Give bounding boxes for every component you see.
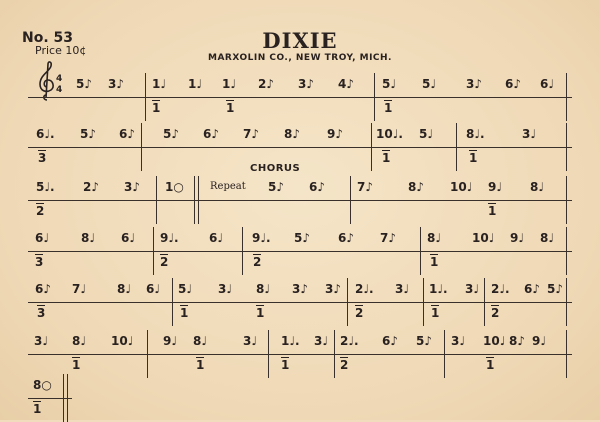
music-row xyxy=(0,398,600,402)
note-token: 9♩. xyxy=(160,231,179,245)
bass-number: 1 xyxy=(180,306,189,320)
note-token: 8♩ xyxy=(530,180,545,194)
note-token: 5♪ xyxy=(416,334,433,348)
bar-line xyxy=(566,123,567,171)
bar-line xyxy=(153,227,154,275)
note-token: 6♪ xyxy=(309,180,326,194)
bar-line xyxy=(566,330,567,378)
bar-line xyxy=(147,330,148,378)
bass-number: 1 xyxy=(226,101,235,115)
bar-line xyxy=(67,374,68,422)
note-token: 5♪ xyxy=(294,231,311,245)
note-token: 5♪ xyxy=(163,127,180,141)
bass-number: 3 xyxy=(35,255,44,269)
note-token: 3♪ xyxy=(298,77,315,91)
bass-number: 1 xyxy=(72,358,81,372)
note-token: 1♩ xyxy=(222,77,237,91)
bass-number: 1 xyxy=(281,358,290,372)
note-token: 8♩ xyxy=(72,334,87,348)
song-title: DIXIE xyxy=(262,28,338,53)
note-token: 5♪ xyxy=(80,127,97,141)
note-token: 6♩ xyxy=(209,231,224,245)
note-token: 1♩. xyxy=(281,334,300,348)
bar-line xyxy=(484,278,485,326)
bar-line xyxy=(242,227,243,275)
staff-line xyxy=(28,354,572,355)
note-token: 8♪ xyxy=(284,127,301,141)
note-token: 8♪ xyxy=(509,334,526,348)
note-token: 3♪ xyxy=(124,180,141,194)
bar-line xyxy=(374,73,375,121)
note-token: 2♪ xyxy=(83,180,100,194)
note-token: 3♪ xyxy=(466,77,483,91)
bass-number: 1 xyxy=(469,151,478,165)
bar-line xyxy=(156,176,157,224)
note-token: 6♩. xyxy=(36,127,55,141)
bass-number: 2 xyxy=(253,255,262,269)
bar-line xyxy=(456,123,457,171)
note-token: 9♩. xyxy=(252,231,271,245)
note-token: 7♩ xyxy=(72,282,87,296)
bar-line xyxy=(566,176,567,224)
note-token: 1○ xyxy=(165,180,184,194)
bar-line xyxy=(334,330,335,378)
bass-number: 2 xyxy=(160,255,169,269)
bar-line xyxy=(198,176,199,224)
note-token: 9♩ xyxy=(532,334,547,348)
bass-number: 1 xyxy=(33,402,42,416)
note-token: 6♩ xyxy=(35,231,50,245)
bar-line xyxy=(347,278,348,326)
music-row xyxy=(0,147,600,151)
time-signature: 4 4 xyxy=(56,74,63,95)
bass-number: 1 xyxy=(256,306,265,320)
note-token: 6♪ xyxy=(119,127,136,141)
music-row xyxy=(0,97,600,101)
note-token: 8♩ xyxy=(427,231,442,245)
note-token: 3♩ xyxy=(465,282,480,296)
note-token: 2♩. xyxy=(491,282,510,296)
note-token: 5♪ xyxy=(268,180,285,194)
bass-number: 3 xyxy=(38,151,47,165)
music-row xyxy=(0,251,600,255)
note-token: 10♩ xyxy=(111,334,134,348)
note-token: 9♩ xyxy=(163,334,178,348)
bar-line xyxy=(420,227,421,275)
note-token: 9♩ xyxy=(510,231,525,245)
bar-line xyxy=(566,278,567,326)
repeat-label: Repeat xyxy=(210,181,246,192)
bar-line xyxy=(566,73,567,121)
note-token: 7♪ xyxy=(380,231,397,245)
bass-number: 2 xyxy=(36,204,45,218)
bass-number: 1 xyxy=(488,204,497,218)
note-token: 3♩ xyxy=(34,334,49,348)
note-token: 6♩ xyxy=(121,231,136,245)
bass-number: 1 xyxy=(152,101,161,115)
note-token: 6♪ xyxy=(35,282,52,296)
note-token: 7♪ xyxy=(243,127,260,141)
note-token: 3♩ xyxy=(243,334,258,348)
note-token: 3♪ xyxy=(108,77,125,91)
bass-number: 1 xyxy=(382,151,391,165)
note-token: 6♩ xyxy=(146,282,161,296)
bar-line xyxy=(194,176,195,224)
music-row xyxy=(0,200,600,204)
note-token: 8○ xyxy=(33,378,52,392)
note-token: 5♪ xyxy=(547,282,564,296)
bass-number: 1 xyxy=(384,101,393,115)
note-token: 10♩ xyxy=(483,334,506,348)
bass-number: 2 xyxy=(340,358,349,372)
staff-line xyxy=(28,251,572,252)
note-token: 8♩ xyxy=(540,231,555,245)
note-token: 8♪ xyxy=(408,180,425,194)
note-token: 5♩ xyxy=(422,77,437,91)
staff-line xyxy=(28,398,72,399)
note-token: 8♩ xyxy=(256,282,271,296)
note-token: 6♩ xyxy=(540,77,555,91)
note-token: 10♩. xyxy=(376,127,403,141)
note-token: 8♩ xyxy=(81,231,96,245)
bar-line xyxy=(566,227,567,275)
bar-line xyxy=(371,123,372,171)
note-token: 9♪ xyxy=(327,127,344,141)
note-token: 3♪ xyxy=(325,282,342,296)
bar-line xyxy=(268,330,269,378)
note-token: 3♩ xyxy=(395,282,410,296)
bass-number: 3 xyxy=(37,306,46,320)
price-label: Price 10¢ xyxy=(35,44,87,57)
note-token: 5♩ xyxy=(178,282,193,296)
staff-line xyxy=(28,302,572,303)
note-token: 9♩ xyxy=(488,180,503,194)
note-token: 8♩ xyxy=(193,334,208,348)
bass-number: 2 xyxy=(491,306,500,320)
note-token: 5♪ xyxy=(76,77,93,91)
bar-line xyxy=(145,73,146,121)
bass-number: 1 xyxy=(430,255,439,269)
note-token: 3♩ xyxy=(451,334,466,348)
note-token: 6♪ xyxy=(203,127,220,141)
bass-number: 2 xyxy=(355,306,364,320)
bar-line xyxy=(63,374,64,422)
note-token: 8♩. xyxy=(466,127,485,141)
bar-line xyxy=(423,278,424,326)
bar-line xyxy=(141,123,142,171)
note-token: 5♩. xyxy=(36,180,55,194)
note-token: 6♪ xyxy=(338,231,355,245)
note-token: 7♪ xyxy=(357,180,374,194)
note-token: 5♩ xyxy=(419,127,434,141)
staff-line xyxy=(28,200,572,201)
music-row xyxy=(0,302,600,306)
note-token: 3♪ xyxy=(292,282,309,296)
publisher-line: MARXOLIN CO., NEW TROY, MICH. xyxy=(208,53,392,63)
note-token: 3♩ xyxy=(218,282,233,296)
note-token: 2♩. xyxy=(355,282,374,296)
note-token: 8♩ xyxy=(117,282,132,296)
note-token: 1♩ xyxy=(188,77,203,91)
bar-line xyxy=(172,278,173,326)
note-token: 2♪ xyxy=(258,77,275,91)
note-token: 1♩. xyxy=(429,282,448,296)
chorus-label: CHORUS xyxy=(250,163,301,174)
note-token: 6♪ xyxy=(524,282,541,296)
music-row xyxy=(0,354,600,358)
note-token: 10♩ xyxy=(450,180,473,194)
bass-number: 1 xyxy=(196,358,205,372)
bass-number: 1 xyxy=(486,358,495,372)
note-token: 3♩ xyxy=(522,127,537,141)
song-number: No. 53 xyxy=(22,30,74,46)
note-token: 3♩ xyxy=(314,334,329,348)
staff-line xyxy=(28,97,572,98)
staff-line xyxy=(28,147,572,148)
note-token: 6♪ xyxy=(505,77,522,91)
bass-number: 1 xyxy=(431,306,440,320)
note-token: 4♪ xyxy=(338,77,355,91)
note-token: 5♩ xyxy=(382,77,397,91)
note-token: 2♩. xyxy=(340,334,359,348)
note-token: 10♩ xyxy=(472,231,495,245)
bar-line xyxy=(444,330,445,378)
note-token: 1♩ xyxy=(152,77,167,91)
bar-line xyxy=(350,176,351,224)
note-token: 6♪ xyxy=(382,334,399,348)
